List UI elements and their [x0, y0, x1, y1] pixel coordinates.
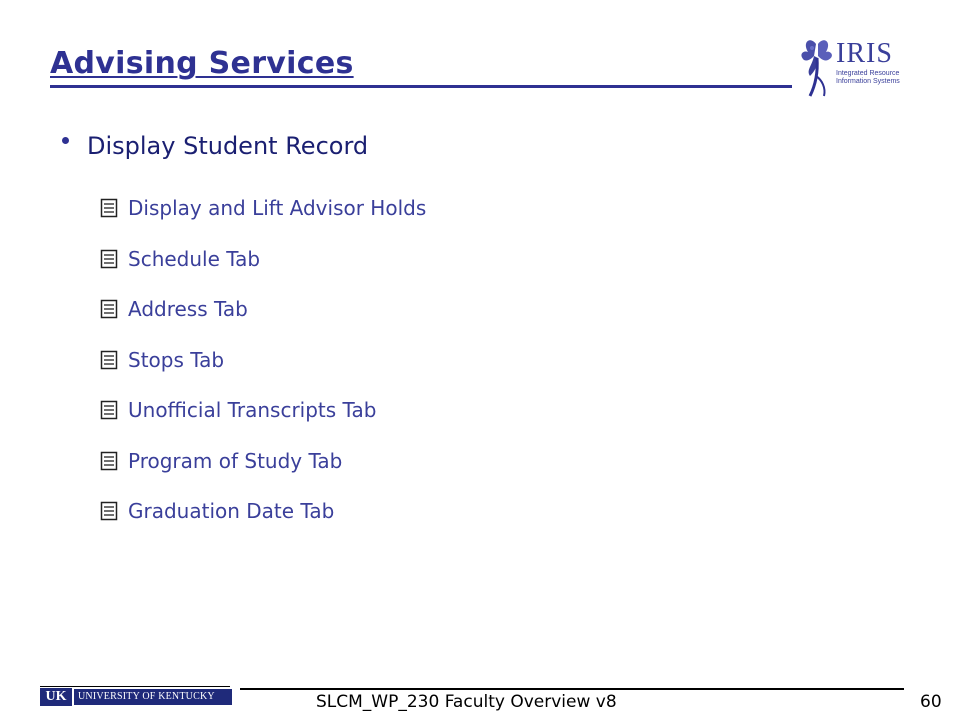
sub-bullet-text: Unofficial Transcripts Tab [128, 398, 377, 423]
document-icon [100, 501, 118, 521]
sub-bullet-text: Display and Lift Advisor Holds [128, 196, 427, 221]
sub-bullet-text: Graduation Date Tab [128, 499, 335, 524]
sub-bullet-item [100, 385, 426, 436]
sub-bullet-text: Schedule Tab [128, 246, 261, 271]
logo-wordmark: IRIS [836, 38, 893, 69]
footer-document-title: SLCM_WP_230 Faculty Overview v8 [316, 692, 617, 712]
document-icon [100, 249, 118, 269]
title-underline [50, 85, 792, 88]
sub-bullet-item [100, 436, 426, 487]
uk-initials: UK [40, 688, 72, 706]
logo-tagline [836, 70, 900, 86]
sub-bullet-list [100, 183, 426, 537]
document-icon [100, 400, 118, 420]
sub-bullet-text: Address Tab [128, 297, 248, 322]
sub-bullet-item [100, 284, 426, 335]
uk-name: UNIVERSITY OF KENTUCKY [74, 689, 232, 705]
sub-bullet-text: Program of Study Tab [128, 448, 343, 473]
document-icon [100, 198, 118, 218]
footer-rule-left [40, 686, 230, 687]
main-bullet-text: Display Student Record [87, 132, 369, 160]
page-number: 60 [920, 692, 942, 712]
uk-logo [40, 688, 232, 706]
sub-bullet-text: Stops Tab [128, 347, 225, 372]
iris-logo [796, 36, 900, 100]
footer-rule [240, 688, 904, 690]
sub-bullet-item [100, 183, 426, 234]
logo-tagline-line-1: Integrated Resource [836, 70, 900, 77]
bullet-dot-icon [62, 137, 69, 144]
sub-bullet-item [100, 335, 426, 386]
iris-flower-icon [796, 36, 836, 100]
document-icon [100, 350, 118, 370]
sub-bullet-item [100, 234, 426, 285]
document-icon [100, 451, 118, 471]
logo-tagline-line-2: Information Systems [836, 78, 900, 85]
main-bullet [62, 132, 368, 160]
slide-title: Advising Services [50, 46, 354, 81]
document-icon [100, 299, 118, 319]
sub-bullet-item [100, 486, 426, 537]
